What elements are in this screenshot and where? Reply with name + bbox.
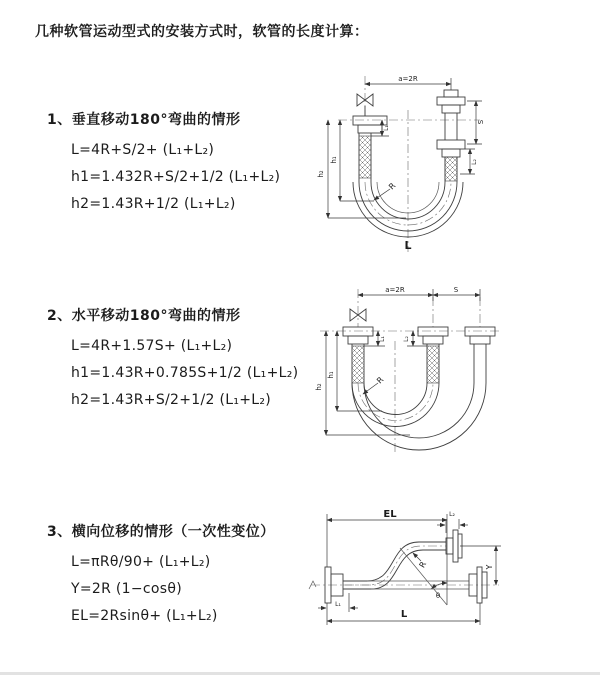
right-upper-flange bbox=[437, 90, 465, 113]
radius-label: R bbox=[375, 375, 386, 386]
dim-label-a2r: a=2R bbox=[398, 75, 418, 83]
section-2-heading: 2、水平移动180°弯曲的情形 bbox=[47, 308, 241, 324]
section-2 bbox=[47, 305, 337, 419]
formula-h2-2: h2=1.43R+S/2+1/2 (L₁+L₂) bbox=[71, 392, 272, 408]
dim-label-l2: L₂ bbox=[449, 511, 455, 518]
dim-label-l1: L₁ bbox=[335, 601, 341, 608]
formula-L-1: L=4R+S/2+ (L₁+L₂) bbox=[71, 142, 215, 158]
dim-label-h2: h₂ bbox=[317, 170, 325, 178]
braid-section bbox=[427, 346, 439, 383]
hose-u-bend bbox=[352, 383, 486, 450]
braid-section bbox=[352, 346, 364, 383]
upper-right-flange bbox=[446, 530, 462, 562]
braid-section bbox=[359, 136, 371, 178]
right-pipe bbox=[445, 113, 457, 140]
dim-label-y: Y bbox=[485, 564, 494, 570]
angle-label: θ bbox=[435, 592, 441, 600]
dim-label-s: S bbox=[453, 286, 459, 294]
dim-label-el: EL bbox=[383, 509, 397, 520]
diagram-vertical-180-bend bbox=[310, 70, 588, 262]
angle-arc bbox=[432, 583, 448, 589]
left-flange bbox=[343, 327, 373, 344]
formula-Y-3: Y=2R (1−cosθ) bbox=[71, 581, 182, 597]
dim-label-l2: L₂ bbox=[403, 336, 410, 342]
formula-h1-2: h1=1.43R+0.785S+1/2 (L₁+L₂) bbox=[71, 365, 299, 381]
middle-flange bbox=[418, 327, 448, 344]
braid-section bbox=[445, 157, 457, 181]
radius-label: R bbox=[387, 181, 398, 192]
formula-L-3: L=πRθ/90+ (L₁+L₂) bbox=[71, 554, 211, 570]
extension-line bbox=[327, 514, 447, 605]
formula-h1-1: h1=1.432R+S/2+1/2 (L₁+L₂) bbox=[71, 169, 281, 185]
radius-leader bbox=[363, 383, 378, 394]
dim-label-s: S bbox=[477, 119, 485, 125]
dim-label-l1: L₁ bbox=[379, 336, 386, 342]
formula-EL-3: EL=2Rsinθ+ (L₁+L₂) bbox=[71, 608, 218, 624]
dim-label-h1: h₁ bbox=[327, 371, 335, 379]
formula-h2-1: h2=1.43R+1/2 (L₁+L₂) bbox=[71, 196, 236, 212]
section-1-heading: 1、垂直移动180°弯曲的情形 bbox=[47, 112, 241, 128]
dim-label-l1: L₁ bbox=[383, 125, 390, 131]
length-label: L bbox=[400, 609, 408, 620]
dim-label-h1: h₁ bbox=[330, 156, 338, 164]
page-title: 几种软管运动型式的安装方式时，软管的长度计算： bbox=[35, 24, 369, 40]
diagram-horizontal-180-bend bbox=[312, 283, 590, 463]
section-3-heading: 3、横向位移的情形（一次性变位） bbox=[47, 524, 275, 540]
radius-label: R bbox=[417, 560, 429, 570]
length-label: L bbox=[404, 239, 412, 252]
formula-L-2: L=4R+1.57S+ (L₁+L₂) bbox=[71, 338, 233, 354]
right-lower-flange bbox=[437, 140, 465, 157]
section-3 bbox=[47, 521, 337, 635]
right-flange bbox=[465, 327, 495, 344]
dim-label-l2: L₂ bbox=[471, 159, 478, 165]
extension-line bbox=[446, 519, 459, 533]
dim-label-h2: h₂ bbox=[315, 383, 323, 391]
diagram-lateral-displacement bbox=[303, 503, 595, 665]
section-1 bbox=[47, 109, 337, 223]
hose-s-curve bbox=[343, 542, 446, 589]
right-pipe bbox=[474, 344, 486, 383]
dim-label-a2r: a=2R bbox=[385, 286, 405, 294]
